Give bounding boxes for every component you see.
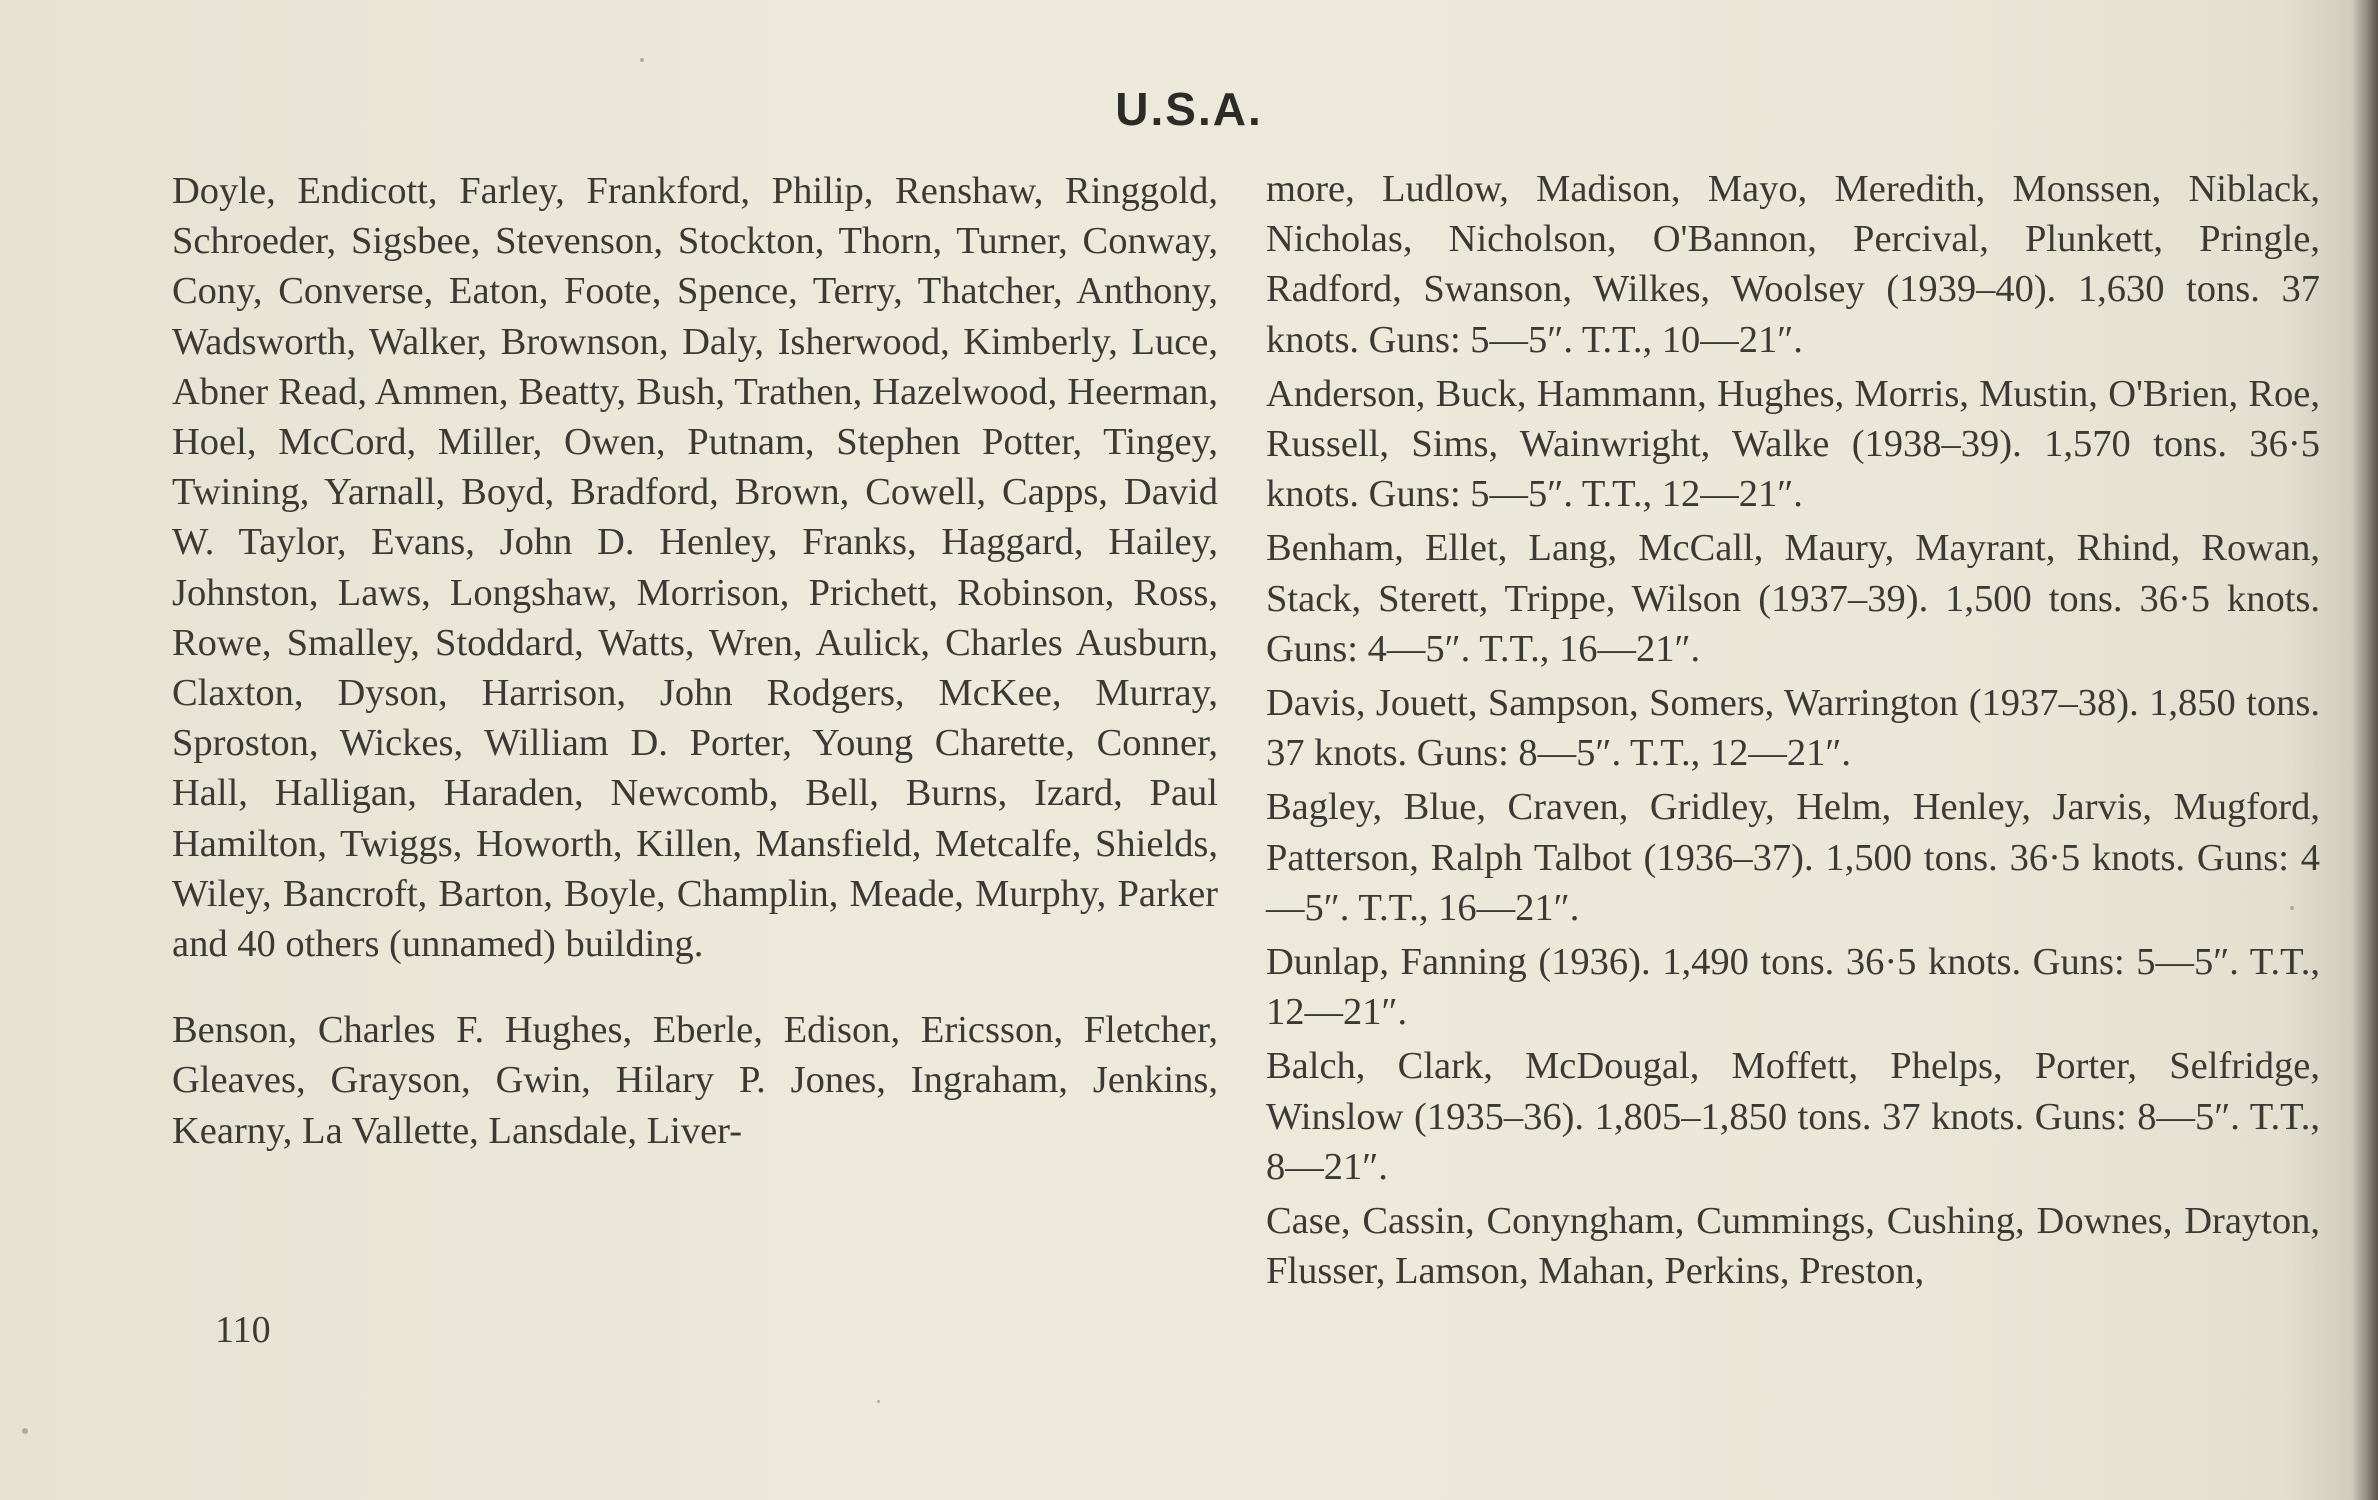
paper-speck xyxy=(640,58,644,62)
page-edge-shadow xyxy=(2352,0,2378,1500)
left-paragraph-1: Doyle, Endicott, Farley, Frankford, Philip, Renshaw, Ringgold, Schroeder, Sigsbee, Stevenson, Stockton, Thorn, Turner, Conway, Cony, Converse, Eaton, Foote, Spence, Terry, Thatcher, Anthony, Wadsworth, Walker, Brownson, Daly, Isherwood, Kimberly, Luce, Abner Read, Ammen, Beatty, Bush, Trathen, Hazelwood, Heerman, Hoel, McCord, Miller, Owen, Putnam, Stephen Potter, Tingey, Twining, Yarnall, Boyd, Bradford, Brown, Cowell, Capps, David W. Taylor, Evans, John D. Henley, Franks, Haggard, Hailey, Johnston, Laws, Longshaw, Morrison, Prichett, Robinson, Ross, Rowe, Smalley, Stoddard, Watts, Wren, Aulick, Charles Ausburn, Claxton, Dyson, Harrison, John Rodgers, McKee, Murray, Sproston, Wickes, William D. Porter, Young Charette, Conner, Hall, Halligan, Haraden, Newcomb, Bell, Burns, Izard, Paul Hamilton, Twiggs, Howorth, Killen, Mansfield, Metcalfe, Shields, Wiley, Bancroft, Barton, Boyle, Champlin, Meade, Murphy, Parker and 40 others (unnamed) building. xyxy=(172,170,1218,966)
right-paragraph-8: Case, Cassin, Conyngham, Cummings, Cushing, Downes, Drayton, Flusser, Lamson, Mahan, Perkins, Preston, xyxy=(1266,1200,2320,1293)
right-paragraph-7: Balch, Clark, McDougal, Moffett, Phelps, Porter, Selfridge, Winslow (1935–36). 1,805–1,850 tons. 37 knots. Guns: 8—5″. T.T., 8—21″. xyxy=(1266,1045,2320,1188)
right-paragraph-2: Anderson, Buck, Hammann, Hughes, Morris, Mustin, O'Brien, Roe, Russell, Sims, Wainwright, Walke (1938–39). 1,570 tons. 36·5 knots. Guns: 5—5″. T.T., 12—21″. xyxy=(1266,372,2320,516)
page-title: U.S.A. xyxy=(1115,83,1263,135)
right-column xyxy=(1266,164,2320,1296)
right-paragraph-4: Davis, Jouett, Sampson, Somers, Warrington (1937–38). 1,850 tons. 37 knots. Guns: 8—5″. T.T., 12—21″. xyxy=(1266,682,2320,775)
page-number: 110 xyxy=(215,1309,271,1351)
right-paragraph-6: Dunlap, Fanning (1936). 1,490 tons. 36·5 knots. Guns: 5—5″. T.T., 12—21″. xyxy=(1266,941,2320,1034)
right-paragraph-5: Bagley, Blue, Craven, Gridley, Helm, Henley, Jarvis, Mugford, Patterson, Ralph Talbot (1936–37). 1,500 tons. 36·5 knots. Guns: 4—5″. T.T., 16—21″. xyxy=(1266,786,2320,929)
right-paragraph-1: more, Ludlow, Madison, Mayo, Meredith, Monssen, Niblack, Nicholas, Nicholson, O'Bannon, Percival, Plunkett, Pringle, Radford, Swanson, Wilkes, Woolsey (1939–40). 1,630 tons. 37 knots. Guns: 5—5″. T.T., 10—21″. xyxy=(1266,168,2320,361)
paper-speck xyxy=(877,1400,880,1403)
paper-speck xyxy=(2290,906,2294,910)
paper-speck xyxy=(22,1428,28,1434)
left-paragraph-2: Benson, Charles F. Hughes, Eberle, Edison, Ericsson, Fletcher, Gleaves, Grayson, Gwin, Hilary P. Jones, Ingraham, Jenkins, Kearny, La Vallette, Lansdale, Liver- xyxy=(172,1009,1218,1152)
left-column xyxy=(172,166,1218,1156)
right-paragraph-3: Benham, Ellet, Lang, McCall, Maury, Mayrant, Rhind, Rowan, Stack, Sterett, Trippe, Wilson (1937–39). 1,500 tons. 36·5 knots. Guns: 4—5″. T.T., 16—21″. xyxy=(1266,527,2320,670)
